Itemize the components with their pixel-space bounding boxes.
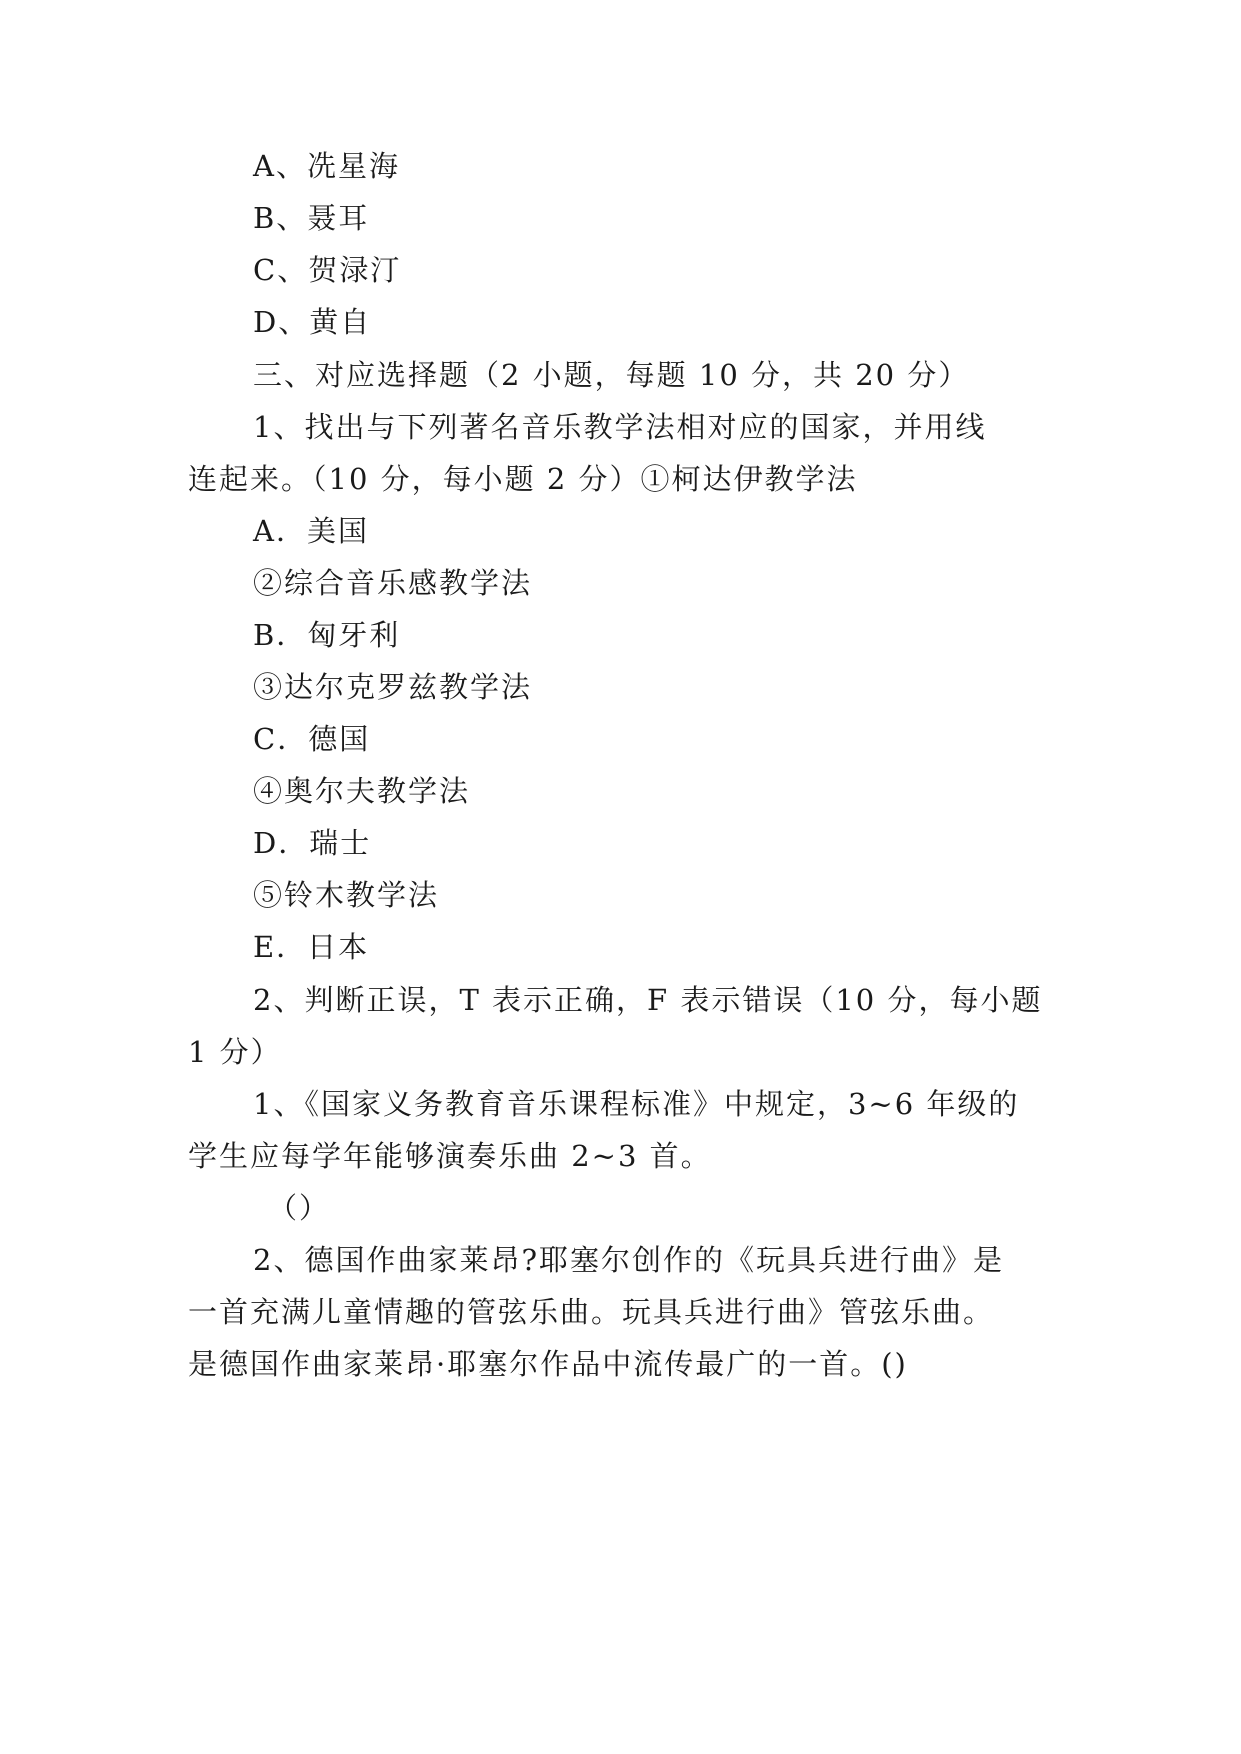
match-item: E．日本 [253, 930, 370, 964]
match-item: ②综合音乐感教学法 [253, 566, 533, 600]
question-1-line-1: 1、找出与下列著名音乐教学法相对应的国家，并用线 [253, 410, 987, 444]
question-1-line-2: 连起来。（10 分，每小题 2 分）①柯达伊教学法 [188, 462, 858, 496]
tf-item-1-blank: （） [268, 1191, 331, 1225]
tf-item-2-line-2: 一首充满儿童情趣的管弦乐曲。玩具兵进行曲》管弦乐曲。 [188, 1295, 995, 1329]
option-c: C、贺渌汀 [253, 253, 402, 287]
match-item: ④奥尔夫教学法 [253, 774, 471, 808]
section-heading: 三、对应选择题（2 小题，每题 10 分，共 20 分） [253, 358, 970, 392]
match-item: ⑤铃木教学法 [253, 878, 440, 912]
match-item: A．美国 [253, 514, 369, 548]
match-item: B．匈牙利 [253, 618, 401, 652]
option-a: A、冼星海 [253, 149, 400, 183]
question-2-line-1: 2、判断正误，T 表示正确，F 表示错误（10 分，每小题 [253, 983, 1043, 1017]
match-item: D．瑞士 [253, 826, 372, 860]
tf-item-1-line-2: 学生应每学年能够演奏乐曲 2~3 首。 [188, 1139, 712, 1173]
option-b: B、聂耳 [253, 201, 370, 235]
tf-item-2-line-3: 是德国作曲家莱昂·耶塞尔作品中流传最广的一首。() [188, 1347, 908, 1381]
match-item: ③达尔克罗兹教学法 [253, 670, 533, 704]
question-2-line-2: 1 分） [188, 1035, 282, 1069]
tf-item-1-line-1: 1、《国家义务教育音乐课程标准》中规定，3~6 年级的 [253, 1087, 1020, 1121]
match-item: C．德国 [253, 722, 371, 756]
tf-item-2-line-1: 2、德国作曲家莱昂?耶塞尔创作的《玩具兵进行曲》是 [253, 1243, 1004, 1277]
option-d: D、黄自 [253, 305, 372, 339]
